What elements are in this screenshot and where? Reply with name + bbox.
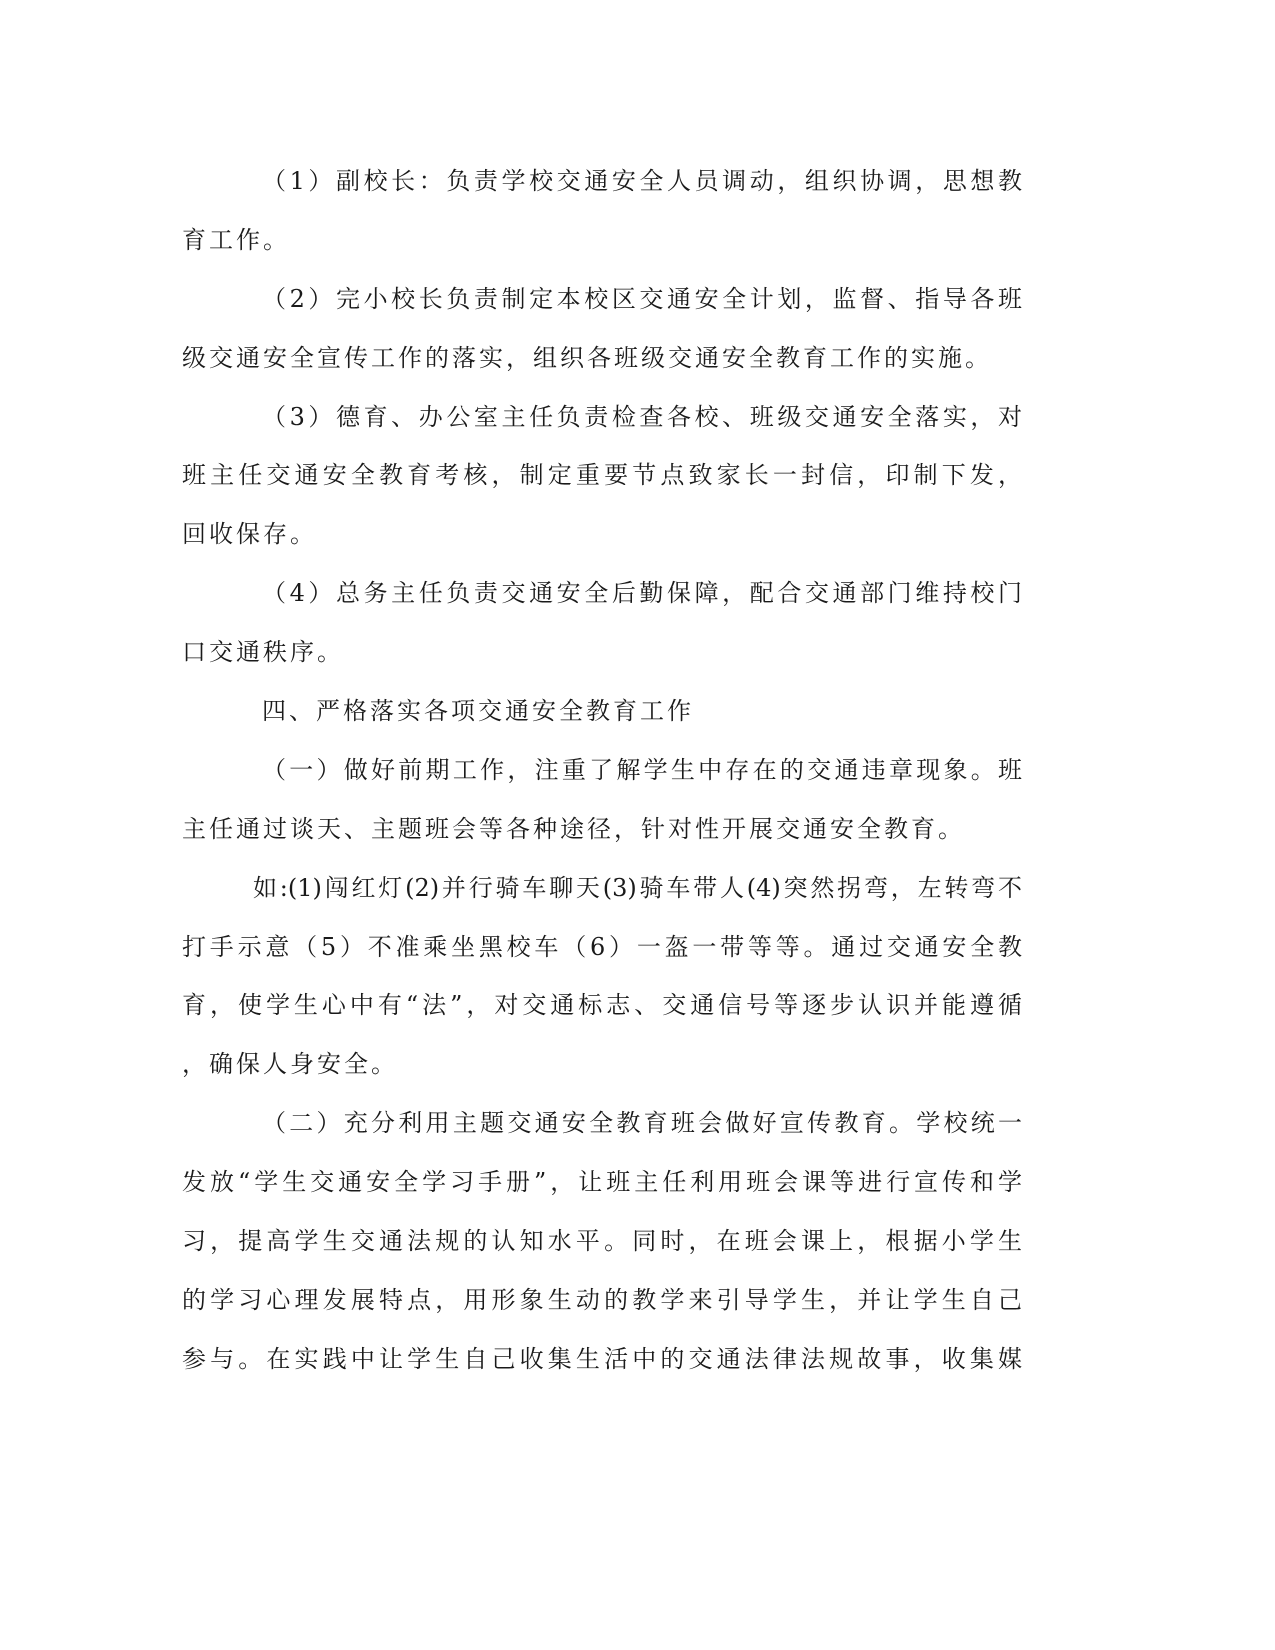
text-line: 班主任交通安全教育考核，制定重要节点致家长一封信，印制下发， <box>182 461 1022 490</box>
text-line: （2）完小校长负责制定本校区交通安全计划，监督、指导各班 <box>262 284 1022 313</box>
paragraph <box>182 388 1022 565</box>
paragraph <box>182 859 1022 1095</box>
text-line: 口交通秩序。 <box>182 638 344 667</box>
text-line: 打手示意（5）不准乘坐黑校车（6）一盔一带等等。通过交通安全教 <box>182 932 1022 961</box>
text-line: （1）副校长：负责学校交通安全人员调动，组织协调，思想教 <box>262 167 1022 195</box>
paragraph <box>182 270 1022 388</box>
text-line: （一）做好前期工作，注重了解学生中存在的交通违章现象。班 <box>262 755 1022 784</box>
text-line: 参与。在实践中让学生自己收集生活中的交通法律法规故事，收集媒 <box>182 1344 1022 1373</box>
paragraph <box>182 741 1022 859</box>
paragraph <box>182 682 1022 741</box>
text-line: 主任通过谈天、主题班会等各种途径，针对性开展交通安全教育。 <box>182 814 965 843</box>
text-line: 的学习心理发展特点，用形象生动的教学来引导学生，并让学生自己 <box>182 1285 1022 1314</box>
text-line: 育，使学生心中有“法”，对交通标志、交通信号等逐步认识并能遵循 <box>182 991 1022 1020</box>
paragraph <box>182 1094 1022 1388</box>
text-line: ，确保人身安全。 <box>182 1050 398 1079</box>
text-line: （3）德育、办公室主任负责检查各校、班级交通安全落实，对 <box>262 402 1022 431</box>
text-line: 发放“学生交通安全学习手册”，让班主任利用班会课等进行宣传和学 <box>182 1168 1022 1197</box>
paragraph <box>182 564 1022 682</box>
text-line: （二）充分利用主题交通安全教育班会做好宣传教育。学校统一 <box>262 1109 1022 1138</box>
text-line: 四、严格落实各项交通安全教育工作 <box>262 697 694 726</box>
text-line: 如:(1)闯红灯(2)并行骑车聊天(3)骑车带人(4)突然拐弯，左转弯不 <box>253 873 1022 902</box>
text-line: 育工作。 <box>182 225 290 254</box>
text-line: 习，提高学生交通法规的认知水平。同时，在班会课上，根据小学生 <box>182 1227 1022 1256</box>
paragraph <box>182 152 1022 270</box>
text-line: 级交通安全宣传工作的落实，组织各班级交通安全教育工作的实施。 <box>182 343 992 372</box>
text-line: 回收保存。 <box>182 520 317 549</box>
document-body <box>182 152 1022 1389</box>
text-line: （4）总务主任负责交通安全后勤保障，配合交通部门维持校门 <box>262 579 1022 608</box>
